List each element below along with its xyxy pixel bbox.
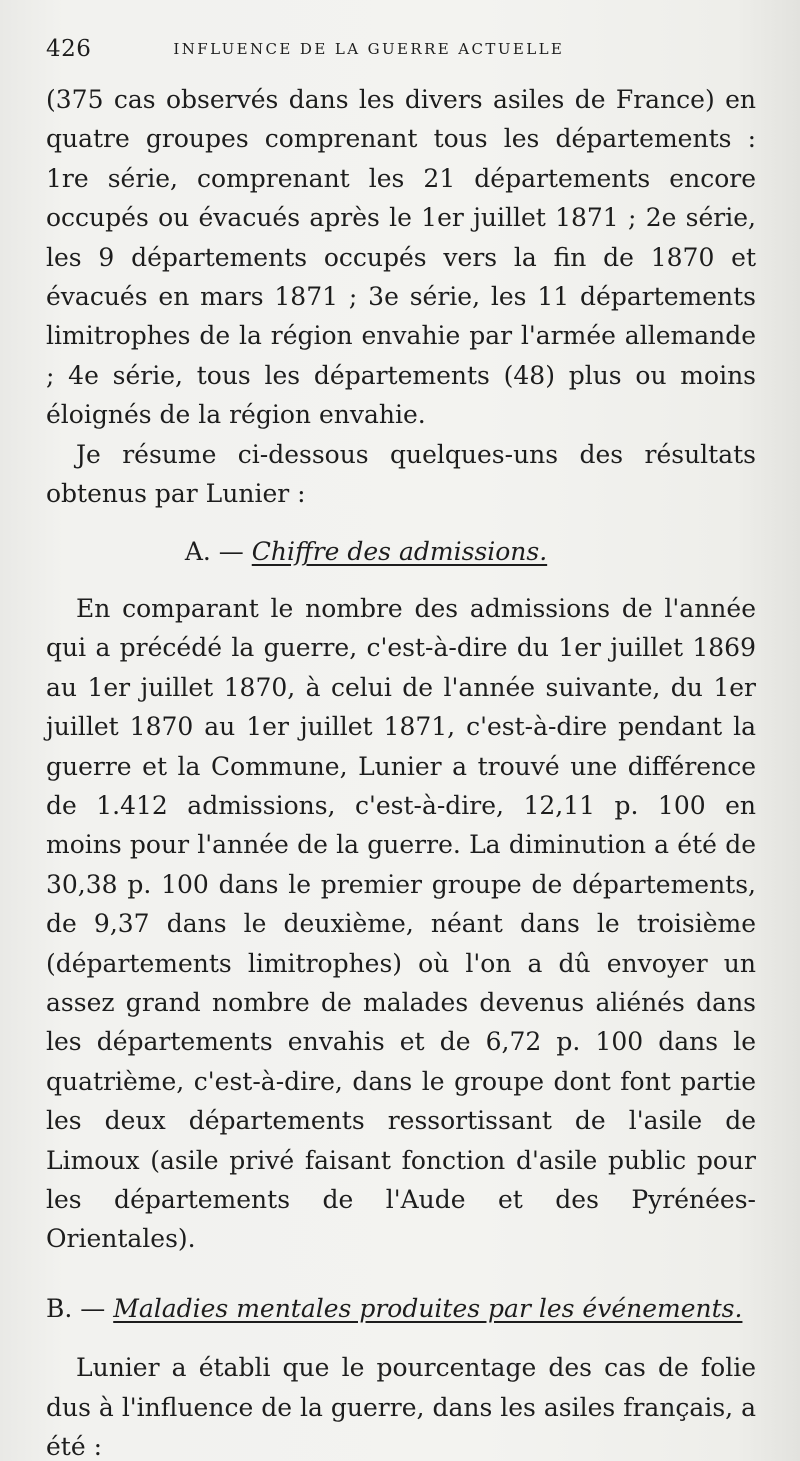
page-number: 426: [46, 36, 92, 62]
section-title: Chiffre des admissions.: [251, 537, 548, 567]
section-title: Maladies mentales produites par les événements.: [113, 1293, 743, 1323]
section-heading: [46, 1289, 756, 1328]
body-paragraph: (375 cas observés dans les divers asiles de France) en quatre groupes comprenant tous les départements : 1re série, comprenant les 21 départements encore occupés ou évacués après le 1er juillet 1871 ; 2e série, les 9 départements occupés vers la fin de 1870 et évacués en mars 1871 ; 3e série, les 11 départements limitrophes de la région envahie par l'armée allemande ; 4e série, tous les départements (48) plus ou moins éloignés de la région envahie.: [46, 85, 756, 430]
page-body: [46, 80, 756, 1461]
section-letter: A. —: [184, 537, 244, 567]
section-letter: B. —: [46, 1293, 106, 1323]
body-paragraph: Lunier a établi que le pourcentage des cas de folie dus à l'influence de la guerre, dans les asiles français, a été :: [46, 1353, 756, 1461]
page-header: [46, 34, 760, 64]
body-paragraph: En comparant le nombre des admissions de l'année qui a précédé la guerre, c'est-à-dire du 1er juillet 1869 au 1er juillet 1870, à celui de l'année suivante, du 1er juillet 1870 au 1er juillet 1871, c'est-à-dire pendant la guerre et la Commune, Lunier a trouvé une différence de 1.412 admissions, c'est-à-dire, 12,11 p. 100 en moins pour l'année de la guerre. La diminution a été de 30,38 p. 100 dans le premier groupe de départements, de 9,37 dans le deuxième, néant dans le troisième (départements limitrophes) où l'on a dû envoyer un assez grand nombre de malades devenus aliénés dans les départements envahis et de 6,72 p. 100 dans le quatrième, c'est-à-dire, dans le groupe dont font partie les deux départements ressortissant de l'asile de Limoux (asile privé faisant fonction d'asile public pour les départements de l'Aude et des Pyrénées-Orientales).: [46, 593, 756, 1254]
body-paragraph: Je résume ci-dessous quelques-uns des résultats obtenus par Lunier :: [46, 439, 756, 509]
section-heading: [46, 532, 756, 571]
running-head: INFLUENCE DE LA GUERRE ACTUELLE: [173, 40, 565, 58]
